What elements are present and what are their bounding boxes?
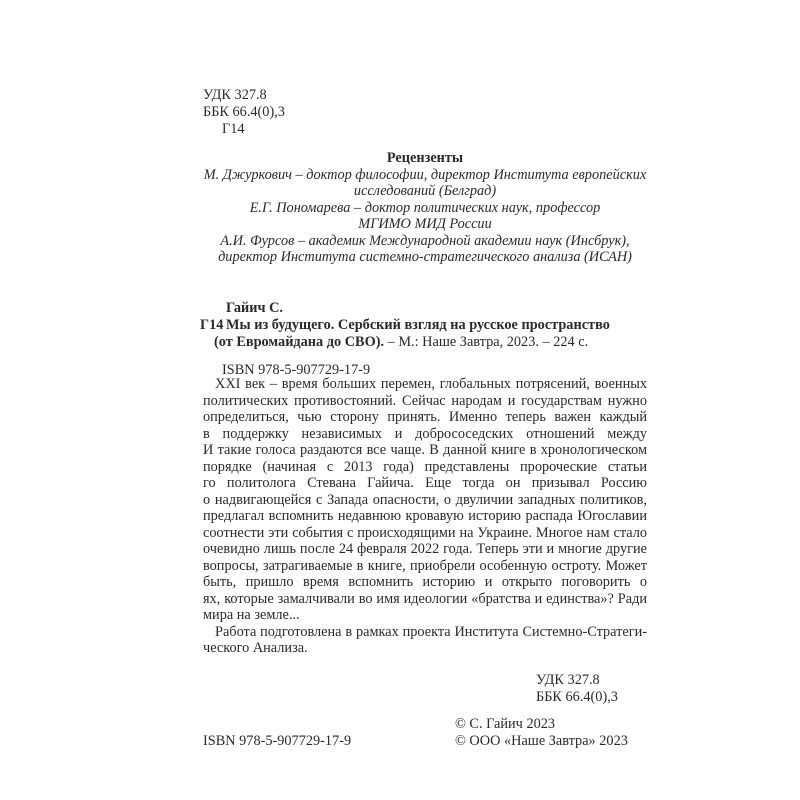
reviewers-heading: Рецензенты: [386, 150, 464, 166]
annotation-line: XXI век – время больших перемен, глобальных потрясений, военных: [215, 376, 647, 392]
catalog-isbn: ISBN 978-5-907729-17-9: [222, 362, 371, 378]
annotation-line: очевидно лишь после 24 февраля 2022 года. Теперь эти и многие другие: [203, 541, 647, 557]
annotation-line: мира на земле...: [203, 607, 300, 623]
catalog-author: Гайич С.: [226, 300, 283, 316]
footer-isbn: ISBN 978-5-907729-17-9: [203, 733, 352, 749]
annotation-line: соотнести эти события с происходящими на Украине. Многое нам стало: [203, 525, 647, 541]
catalog-mark: Г14: [200, 317, 224, 333]
annotation-line: в поддержку независимых и добрососедских отношений между: [203, 426, 647, 442]
copyright-author: © С. Гайич 2023: [455, 716, 556, 732]
reviewer-line: Е.Г. Пономарева – доктор политических наук, профессор: [249, 200, 601, 216]
catalog-publisher: – М.: Наше Завтра, 2023. – 224 с.: [384, 334, 589, 350]
copyright-publisher: © ООО «Наше Завтра» 2023: [455, 733, 628, 749]
catalog-subtitle: (от Евромайдана до СВО).: [214, 334, 385, 350]
annotation-line: порядке (начиная с 2013 года) представлены пророческие статьи: [203, 459, 647, 475]
udk-code-bottom: УДК 327.8: [536, 672, 600, 688]
catalog-title: Мы из будущего. Сербский взгляд на русское пространство: [226, 317, 610, 333]
annotation-line: И такие голоса раздаются все чаще. В данной книге в хронологическом: [203, 442, 647, 458]
reviewer-line: исследований (Белград): [353, 183, 497, 199]
annotation-line: политических противостояний. Сейчас народам и государствам нужно: [203, 393, 647, 409]
catalog-title-cont: [214, 334, 588, 350]
reviewer-line: М. Джуркович – доктор философии, директор Института европейских: [203, 167, 647, 183]
annotation-line: вопросы, затрагиваемые в книге, приобрели особенную остроту. Может: [203, 558, 647, 574]
reviewer-line: А.И. Фурсов – академик Международной академии наук (Инсбрук),: [220, 233, 630, 249]
author-mark: Г14: [222, 121, 245, 137]
bbk-code-bottom: ББК 66.4(0),3: [536, 689, 618, 705]
annotation-line: предлагал вспомнить недавнюю кровавую историю распада Югославии: [203, 508, 647, 524]
annotation-note-cont: ческого Анализа.: [203, 640, 308, 656]
annotation-line: быть, пришло время вспомнить историю и открыто поговорить о: [203, 574, 647, 590]
annotation-line: о надвигающейся с Запада опасности, о двуличии западных политиков,: [203, 492, 647, 508]
annotation-line: ях, которые замалчивали во имя идеологии «братства и единства»? Ради: [203, 591, 647, 607]
bbk-code: ББК 66.4(0),3: [203, 104, 285, 120]
reviewer-line: директор Института системно-стратегического анализа (ИСАН): [218, 249, 632, 265]
annotation-note: Работа подготовлена в рамках проекта Института Системно-Стратеги-: [215, 624, 647, 640]
annotation-line: определиться, чью сторону принять. Именно теперь важен каждый: [203, 409, 647, 425]
udk-code: УДК 327.8: [203, 87, 267, 103]
annotation-line: го политолога Стевана Гайича. Еще тогда он призывал Россию: [203, 475, 647, 491]
reviewer-line: МГИМО МИД России: [358, 216, 492, 232]
